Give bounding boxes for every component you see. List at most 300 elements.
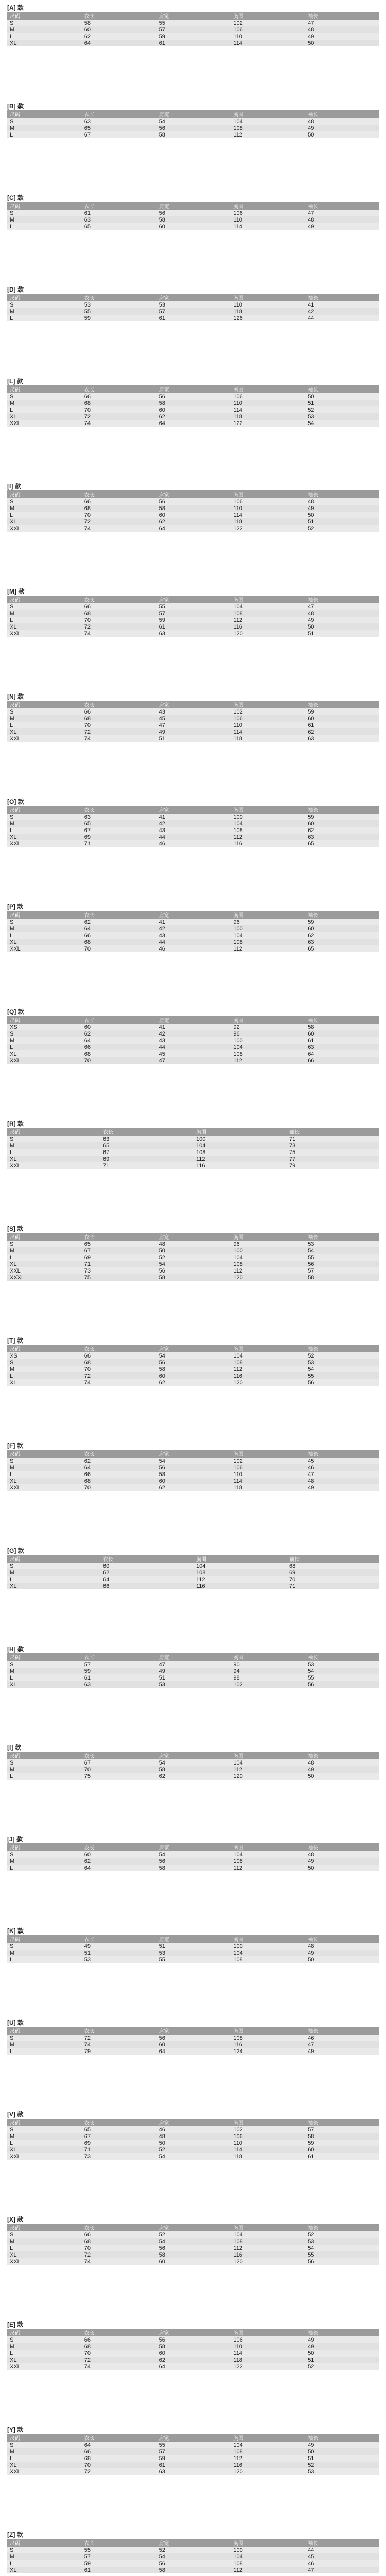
column-header: 袖长 bbox=[305, 2539, 379, 2547]
size-section bbox=[0, 193, 386, 230]
measurement-cell: 58 bbox=[305, 2133, 379, 2140]
table-row bbox=[7, 2357, 379, 2363]
size-label-cell: M bbox=[7, 715, 81, 722]
size-label-cell: XXL bbox=[7, 1484, 81, 1491]
measurement-cell: 120 bbox=[230, 2468, 305, 2475]
measurement-cell: 70 bbox=[286, 1576, 379, 1583]
size-table bbox=[7, 806, 379, 847]
size-label-cell: XXL bbox=[7, 630, 81, 637]
table-row bbox=[7, 210, 379, 216]
measurement-cell: 62 bbox=[156, 1379, 231, 1386]
measurement-cell: 64 bbox=[156, 2363, 231, 2370]
measurement-cell: 44 bbox=[305, 315, 379, 321]
size-label-cell: XL bbox=[7, 728, 81, 735]
measurement-cell: 56 bbox=[156, 2336, 231, 2343]
measurement-cell: 44 bbox=[156, 939, 231, 945]
column-header: 袖长 bbox=[305, 110, 379, 118]
table-row bbox=[7, 301, 379, 308]
measurement-cell: 102 bbox=[230, 2126, 305, 2133]
column-header: 胸围 bbox=[230, 1345, 305, 1352]
size-label-cell: L bbox=[7, 617, 81, 623]
size-section bbox=[0, 101, 386, 138]
column-header: 胸围 bbox=[193, 1555, 286, 1563]
measurement-cell: 108 bbox=[230, 2448, 305, 2455]
measurement-cell: 54 bbox=[156, 1851, 231, 1858]
table-header-row bbox=[7, 1752, 379, 1759]
measurement-cell: 46 bbox=[305, 2560, 379, 2567]
measurement-cell: 104 bbox=[230, 1851, 305, 1858]
measurement-cell: 53 bbox=[156, 301, 231, 308]
table-row bbox=[7, 1247, 379, 1254]
measurement-cell: 52 bbox=[156, 2547, 231, 2553]
measurement-cell: 74 bbox=[81, 2363, 156, 2370]
column-header: 袖长 bbox=[305, 701, 379, 708]
size-label-cell: M bbox=[7, 1247, 81, 1254]
size-table bbox=[7, 596, 379, 637]
measurement-cell: 96 bbox=[230, 1030, 305, 1037]
measurement-cell: 110 bbox=[230, 1471, 305, 1478]
measurement-cell: 66 bbox=[81, 1471, 156, 1478]
measurement-cell: 106 bbox=[230, 1464, 305, 1471]
column-header: 袖长 bbox=[305, 1450, 379, 1458]
table-row bbox=[7, 1851, 379, 1858]
table-row bbox=[7, 925, 379, 932]
table-header-row bbox=[7, 1843, 379, 1851]
column-header: 袖长 bbox=[305, 385, 379, 393]
measurement-cell: 63 bbox=[305, 939, 379, 945]
measurement-cell: 62 bbox=[156, 2357, 231, 2363]
measurement-cell: 58 bbox=[305, 1024, 379, 1030]
table-row bbox=[7, 413, 379, 420]
measurement-cell: 60 bbox=[156, 2258, 231, 2265]
section-title: [Y] 款 bbox=[7, 2426, 24, 2433]
measurement-cell: 60 bbox=[305, 925, 379, 932]
table-header-row bbox=[7, 110, 379, 118]
table-row bbox=[7, 2126, 379, 2133]
column-header: 袖长 bbox=[305, 294, 379, 301]
size-label-cell: L bbox=[7, 1674, 81, 1681]
table-row bbox=[7, 1142, 379, 1149]
measurement-cell: 50 bbox=[305, 2448, 379, 2455]
measurement-cell: 63 bbox=[305, 735, 379, 742]
measurement-cell: 116 bbox=[193, 1583, 286, 1589]
measurement-cell: 50 bbox=[305, 623, 379, 630]
column-header: 肩宽 bbox=[156, 2119, 231, 2126]
table-row bbox=[7, 1044, 379, 1050]
table-row bbox=[7, 2258, 379, 2265]
column-header: 尺码 bbox=[7, 701, 81, 708]
measurement-cell: 52 bbox=[156, 2231, 231, 2238]
size-label-cell: XL bbox=[7, 2251, 81, 2258]
measurement-cell: 65 bbox=[81, 223, 156, 230]
measurement-cell: 70 bbox=[81, 1057, 156, 1064]
section-title: [I] 款 bbox=[7, 483, 21, 490]
measurement-cell: 108 bbox=[230, 1359, 305, 1366]
size-label-cell: M bbox=[7, 1142, 100, 1149]
table-row bbox=[7, 2468, 379, 2475]
column-header: 衣长 bbox=[81, 2434, 156, 2442]
table-row bbox=[7, 1037, 379, 1044]
size-label-cell: XL bbox=[7, 1681, 81, 1688]
measurement-cell: 116 bbox=[230, 2462, 305, 2468]
measurement-cell: 70 bbox=[81, 2462, 156, 2468]
measurement-cell: 112 bbox=[230, 1267, 305, 1274]
measurement-cell: 110 bbox=[230, 2140, 305, 2146]
size-table bbox=[7, 1555, 379, 1589]
size-label-cell: XXL bbox=[7, 945, 81, 952]
column-header: 肩宽 bbox=[156, 294, 231, 301]
measurement-cell: 72 bbox=[81, 2035, 156, 2041]
measurement-cell: 58 bbox=[156, 131, 231, 138]
size-label-cell: S bbox=[7, 301, 81, 308]
size-section bbox=[0, 1441, 386, 1491]
column-header: 胸围 bbox=[230, 12, 305, 20]
measurement-cell: 52 bbox=[305, 2231, 379, 2238]
measurement-cell: 112 bbox=[230, 834, 305, 840]
measurement-cell: 72 bbox=[81, 518, 156, 525]
measurement-cell: 62 bbox=[156, 1484, 231, 1491]
column-header: 肩宽 bbox=[156, 1752, 231, 1759]
column-header: 胸围 bbox=[230, 701, 305, 708]
size-label-cell: XL bbox=[7, 1156, 100, 1162]
measurement-cell: 60 bbox=[305, 2146, 379, 2153]
measurement-cell: 50 bbox=[305, 1956, 379, 1963]
size-label-cell: XL bbox=[7, 939, 81, 945]
size-label-cell: L bbox=[7, 131, 81, 138]
measurement-cell: 62 bbox=[81, 1858, 156, 1865]
size-label-cell: XL bbox=[7, 1261, 81, 1267]
section-title: [N] 款 bbox=[7, 693, 24, 700]
column-header: 袖长 bbox=[305, 1935, 379, 1943]
measurement-cell: 62 bbox=[305, 827, 379, 834]
measurement-cell: 112 bbox=[230, 2455, 305, 2462]
size-label-cell: L bbox=[7, 722, 81, 728]
size-label-cell: M bbox=[7, 1464, 81, 1471]
measurement-cell: 60 bbox=[156, 223, 231, 230]
table-row bbox=[7, 603, 379, 610]
measurement-cell: 49 bbox=[305, 617, 379, 623]
measurement-cell: 41 bbox=[305, 301, 379, 308]
column-header: 尺码 bbox=[7, 2224, 81, 2231]
table-row bbox=[7, 2553, 379, 2560]
measurement-cell: 55 bbox=[156, 603, 231, 610]
measurement-cell: 49 bbox=[305, 125, 379, 131]
measurement-cell: 68 bbox=[81, 2238, 156, 2245]
measurement-cell: 56 bbox=[156, 498, 231, 505]
table-row bbox=[7, 498, 379, 505]
measurement-cell: 63 bbox=[305, 1044, 379, 1050]
measurement-cell: 54 bbox=[156, 2238, 231, 2245]
measurement-cell: 48 bbox=[305, 1478, 379, 1484]
table-row bbox=[7, 919, 379, 925]
size-label-cell: L bbox=[7, 1471, 81, 1478]
measurement-cell: 42 bbox=[156, 1030, 231, 1037]
measurement-cell: 60 bbox=[156, 2350, 231, 2357]
size-table bbox=[7, 2434, 379, 2475]
column-header: 袖长 bbox=[305, 1233, 379, 1241]
measurement-cell: 51 bbox=[305, 2357, 379, 2363]
measurement-cell: 56 bbox=[156, 210, 231, 216]
column-header: 衣长 bbox=[100, 1555, 193, 1563]
measurement-cell: 74 bbox=[81, 525, 156, 532]
table-header-row bbox=[7, 1935, 379, 1943]
measurement-cell: 48 bbox=[305, 1759, 379, 1766]
table-row bbox=[7, 1674, 379, 1681]
size-label-cell: S bbox=[7, 919, 81, 925]
column-header: 衣长 bbox=[81, 1935, 156, 1943]
measurement-cell: 60 bbox=[156, 512, 231, 518]
column-header: 袖长 bbox=[305, 2224, 379, 2231]
size-label-cell: XXL bbox=[7, 2363, 81, 2370]
size-label-cell: XL bbox=[7, 1050, 81, 1057]
measurement-cell: 50 bbox=[305, 131, 379, 138]
column-header: 袖长 bbox=[305, 596, 379, 603]
measurement-cell: 108 bbox=[193, 1149, 286, 1156]
measurement-cell: 59 bbox=[305, 919, 379, 925]
size-label-cell: XL bbox=[7, 40, 81, 46]
measurement-cell: 62 bbox=[305, 728, 379, 735]
measurement-cell: 118 bbox=[230, 2357, 305, 2363]
measurement-cell: 59 bbox=[81, 2560, 156, 2567]
measurement-cell: 100 bbox=[230, 925, 305, 932]
measurement-cell: 70 bbox=[81, 2350, 156, 2357]
measurement-cell: 114 bbox=[230, 40, 305, 46]
measurement-cell: 48 bbox=[305, 1851, 379, 1858]
measurement-cell: 110 bbox=[230, 33, 305, 40]
measurement-cell: 118 bbox=[230, 1484, 305, 1491]
measurement-cell: 60 bbox=[305, 820, 379, 827]
measurement-cell: 74 bbox=[81, 2258, 156, 2265]
column-header: 袖长 bbox=[305, 2119, 379, 2126]
measurement-cell: 68 bbox=[81, 2455, 156, 2462]
size-label-cell: XL bbox=[7, 834, 81, 840]
measurement-cell: 65 bbox=[305, 945, 379, 952]
measurement-cell: 106 bbox=[230, 2133, 305, 2140]
measurement-cell: 56 bbox=[156, 1359, 231, 1366]
measurement-cell: 66 bbox=[81, 2448, 156, 2455]
size-section bbox=[0, 285, 386, 321]
column-header: 肩宽 bbox=[156, 701, 231, 708]
measurement-cell: 66 bbox=[81, 2231, 156, 2238]
measurement-cell: 50 bbox=[156, 1247, 231, 1254]
table-header-row bbox=[7, 1450, 379, 1458]
measurement-cell: 53 bbox=[305, 1661, 379, 1668]
table-row bbox=[7, 722, 379, 728]
column-header: 袖长 bbox=[305, 1752, 379, 1759]
measurement-cell: 51 bbox=[156, 1674, 231, 1681]
measurement-cell: 54 bbox=[156, 2153, 231, 2160]
size-label-cell: XS bbox=[7, 1352, 81, 1359]
size-label-cell: XXL bbox=[7, 2258, 81, 2265]
column-header: 衣长 bbox=[81, 110, 156, 118]
size-label-cell: L bbox=[7, 33, 81, 40]
measurement-cell: 71 bbox=[286, 1136, 379, 1142]
column-header: 肩宽 bbox=[156, 110, 231, 118]
measurement-cell: 100 bbox=[230, 1943, 305, 1950]
size-label-cell: L bbox=[7, 1576, 100, 1583]
size-table bbox=[7, 1935, 379, 1963]
measurement-cell: 48 bbox=[305, 1943, 379, 1950]
column-header: 胸围 bbox=[193, 1128, 286, 1136]
table-row bbox=[7, 315, 379, 321]
column-header: 衣长 bbox=[81, 701, 156, 708]
table-row bbox=[7, 20, 379, 26]
column-header: 衣长 bbox=[81, 2329, 156, 2336]
measurement-cell: 56 bbox=[305, 1379, 379, 1386]
column-header: 肩宽 bbox=[156, 1935, 231, 1943]
measurement-cell: 49 bbox=[305, 2336, 379, 2343]
measurement-cell: 50 bbox=[305, 512, 379, 518]
measurement-cell: 69 bbox=[81, 2140, 156, 2146]
measurement-cell: 51 bbox=[305, 400, 379, 406]
measurement-cell: 74 bbox=[81, 2041, 156, 2048]
measurement-cell: 108 bbox=[230, 1050, 305, 1057]
column-header: 胸围 bbox=[230, 1450, 305, 1458]
measurement-cell: 58 bbox=[156, 505, 231, 512]
column-header: 胸围 bbox=[230, 1843, 305, 1851]
measurement-cell: 108 bbox=[230, 827, 305, 834]
measurement-cell: 62 bbox=[305, 932, 379, 939]
table-row bbox=[7, 2153, 379, 2160]
measurement-cell: 54 bbox=[305, 1668, 379, 1674]
measurement-cell: 64 bbox=[81, 40, 156, 46]
measurement-cell: 108 bbox=[230, 2238, 305, 2245]
measurement-cell: 54 bbox=[305, 420, 379, 427]
size-section bbox=[0, 2425, 386, 2475]
column-header: 胸围 bbox=[230, 911, 305, 919]
measurement-cell: 48 bbox=[305, 610, 379, 617]
size-label-cell: L bbox=[7, 932, 81, 939]
measurement-cell: 96 bbox=[230, 919, 305, 925]
section-title: [D] 款 bbox=[7, 286, 24, 293]
measurement-cell: 66 bbox=[81, 393, 156, 400]
column-header: 胸围 bbox=[230, 1233, 305, 1241]
measurement-cell: 68 bbox=[81, 2343, 156, 2350]
measurement-cell: 49 bbox=[305, 1858, 379, 1865]
column-header: 胸围 bbox=[230, 1935, 305, 1943]
size-label-cell: S bbox=[7, 20, 81, 26]
measurement-cell: 58 bbox=[156, 2251, 231, 2258]
column-header: 袖长 bbox=[305, 12, 379, 20]
measurement-cell: 72 bbox=[81, 1372, 156, 1379]
measurement-cell: 69 bbox=[81, 1254, 156, 1261]
column-header: 衣长 bbox=[81, 2119, 156, 2126]
size-table bbox=[7, 110, 379, 138]
size-label-cell: L bbox=[7, 406, 81, 413]
measurement-cell: 108 bbox=[230, 1956, 305, 1963]
size-table bbox=[7, 202, 379, 230]
measurement-cell: 63 bbox=[156, 2468, 231, 2475]
table-row bbox=[7, 40, 379, 46]
column-header: 胸围 bbox=[230, 1016, 305, 1024]
measurement-cell: 108 bbox=[230, 1261, 305, 1267]
column-header: 袖长 bbox=[305, 2027, 379, 2035]
measurement-cell: 98 bbox=[230, 1674, 305, 1681]
measurement-cell: 106 bbox=[230, 2336, 305, 2343]
column-header: 尺码 bbox=[7, 1128, 100, 1136]
measurement-cell: 122 bbox=[230, 420, 305, 427]
table-row bbox=[7, 2442, 379, 2448]
table-row bbox=[7, 1267, 379, 1274]
size-label-cell: S bbox=[7, 2336, 81, 2343]
measurement-cell: 120 bbox=[230, 1274, 305, 1281]
measurement-cell: 67 bbox=[81, 131, 156, 138]
measurement-cell: 104 bbox=[193, 1563, 286, 1569]
size-label-cell: M bbox=[7, 26, 81, 33]
measurement-cell: 108 bbox=[230, 2035, 305, 2041]
measurement-cell: 57 bbox=[81, 2553, 156, 2560]
size-label-cell: L bbox=[7, 2048, 81, 2055]
size-label-cell: XL bbox=[7, 623, 81, 630]
measurement-cell: 48 bbox=[156, 2133, 231, 2140]
table-row bbox=[7, 406, 379, 413]
column-header: 肩宽 bbox=[156, 385, 231, 393]
measurement-cell: 73 bbox=[81, 2153, 156, 2160]
measurement-cell: 104 bbox=[230, 1759, 305, 1766]
size-table bbox=[7, 1345, 379, 1386]
measurement-cell: 47 bbox=[156, 1057, 231, 1064]
table-row bbox=[7, 1766, 379, 1773]
measurement-cell: 73 bbox=[286, 1142, 379, 1149]
measurement-cell: 47 bbox=[305, 603, 379, 610]
table-row bbox=[7, 623, 379, 630]
measurement-cell: 51 bbox=[305, 518, 379, 525]
measurement-cell: 51 bbox=[156, 1943, 231, 1950]
column-header: 尺码 bbox=[7, 2329, 81, 2336]
size-section bbox=[0, 377, 386, 427]
column-header: 尺码 bbox=[7, 1233, 81, 1241]
table-row bbox=[7, 1471, 379, 1478]
column-header: 衣长 bbox=[100, 1128, 193, 1136]
size-label-cell: S bbox=[7, 708, 81, 715]
column-header: 尺码 bbox=[7, 2027, 81, 2035]
measurement-cell: 120 bbox=[230, 1773, 305, 1780]
column-header: 尺码 bbox=[7, 1345, 81, 1352]
measurement-cell: 104 bbox=[230, 932, 305, 939]
table-row bbox=[7, 2146, 379, 2153]
measurement-cell: 57 bbox=[156, 308, 231, 315]
table-row bbox=[7, 2547, 379, 2553]
column-header: 胸围 bbox=[230, 1653, 305, 1661]
table-row bbox=[7, 131, 379, 138]
measurement-cell: 116 bbox=[230, 840, 305, 847]
size-section bbox=[0, 797, 386, 847]
table-row bbox=[7, 840, 379, 847]
table-header-row bbox=[7, 701, 379, 708]
size-table bbox=[7, 2119, 379, 2160]
table-row bbox=[7, 2251, 379, 2258]
measurement-cell: 47 bbox=[305, 2567, 379, 2573]
measurement-cell: 56 bbox=[156, 125, 231, 131]
column-header: 尺码 bbox=[7, 911, 81, 919]
table-row bbox=[7, 1024, 379, 1030]
section-title: [H] 款 bbox=[7, 1646, 24, 1653]
measurement-cell: 60 bbox=[100, 1563, 193, 1569]
section-title: [G] 款 bbox=[7, 1547, 24, 1554]
measurement-cell: 104 bbox=[230, 1950, 305, 1956]
size-label-cell: M bbox=[7, 1858, 81, 1865]
column-header: 肩宽 bbox=[156, 911, 231, 919]
column-header: 袖长 bbox=[286, 1555, 379, 1563]
size-label-cell: S bbox=[7, 1563, 100, 1569]
measurement-cell: 108 bbox=[230, 125, 305, 131]
size-label-cell: S bbox=[7, 1759, 81, 1766]
measurement-cell: 112 bbox=[193, 1576, 286, 1583]
measurement-cell: 65 bbox=[81, 2126, 156, 2133]
size-label-cell: L bbox=[7, 1865, 81, 1871]
column-header: 袖长 bbox=[305, 1653, 379, 1661]
measurement-cell: 71 bbox=[100, 1162, 193, 1169]
